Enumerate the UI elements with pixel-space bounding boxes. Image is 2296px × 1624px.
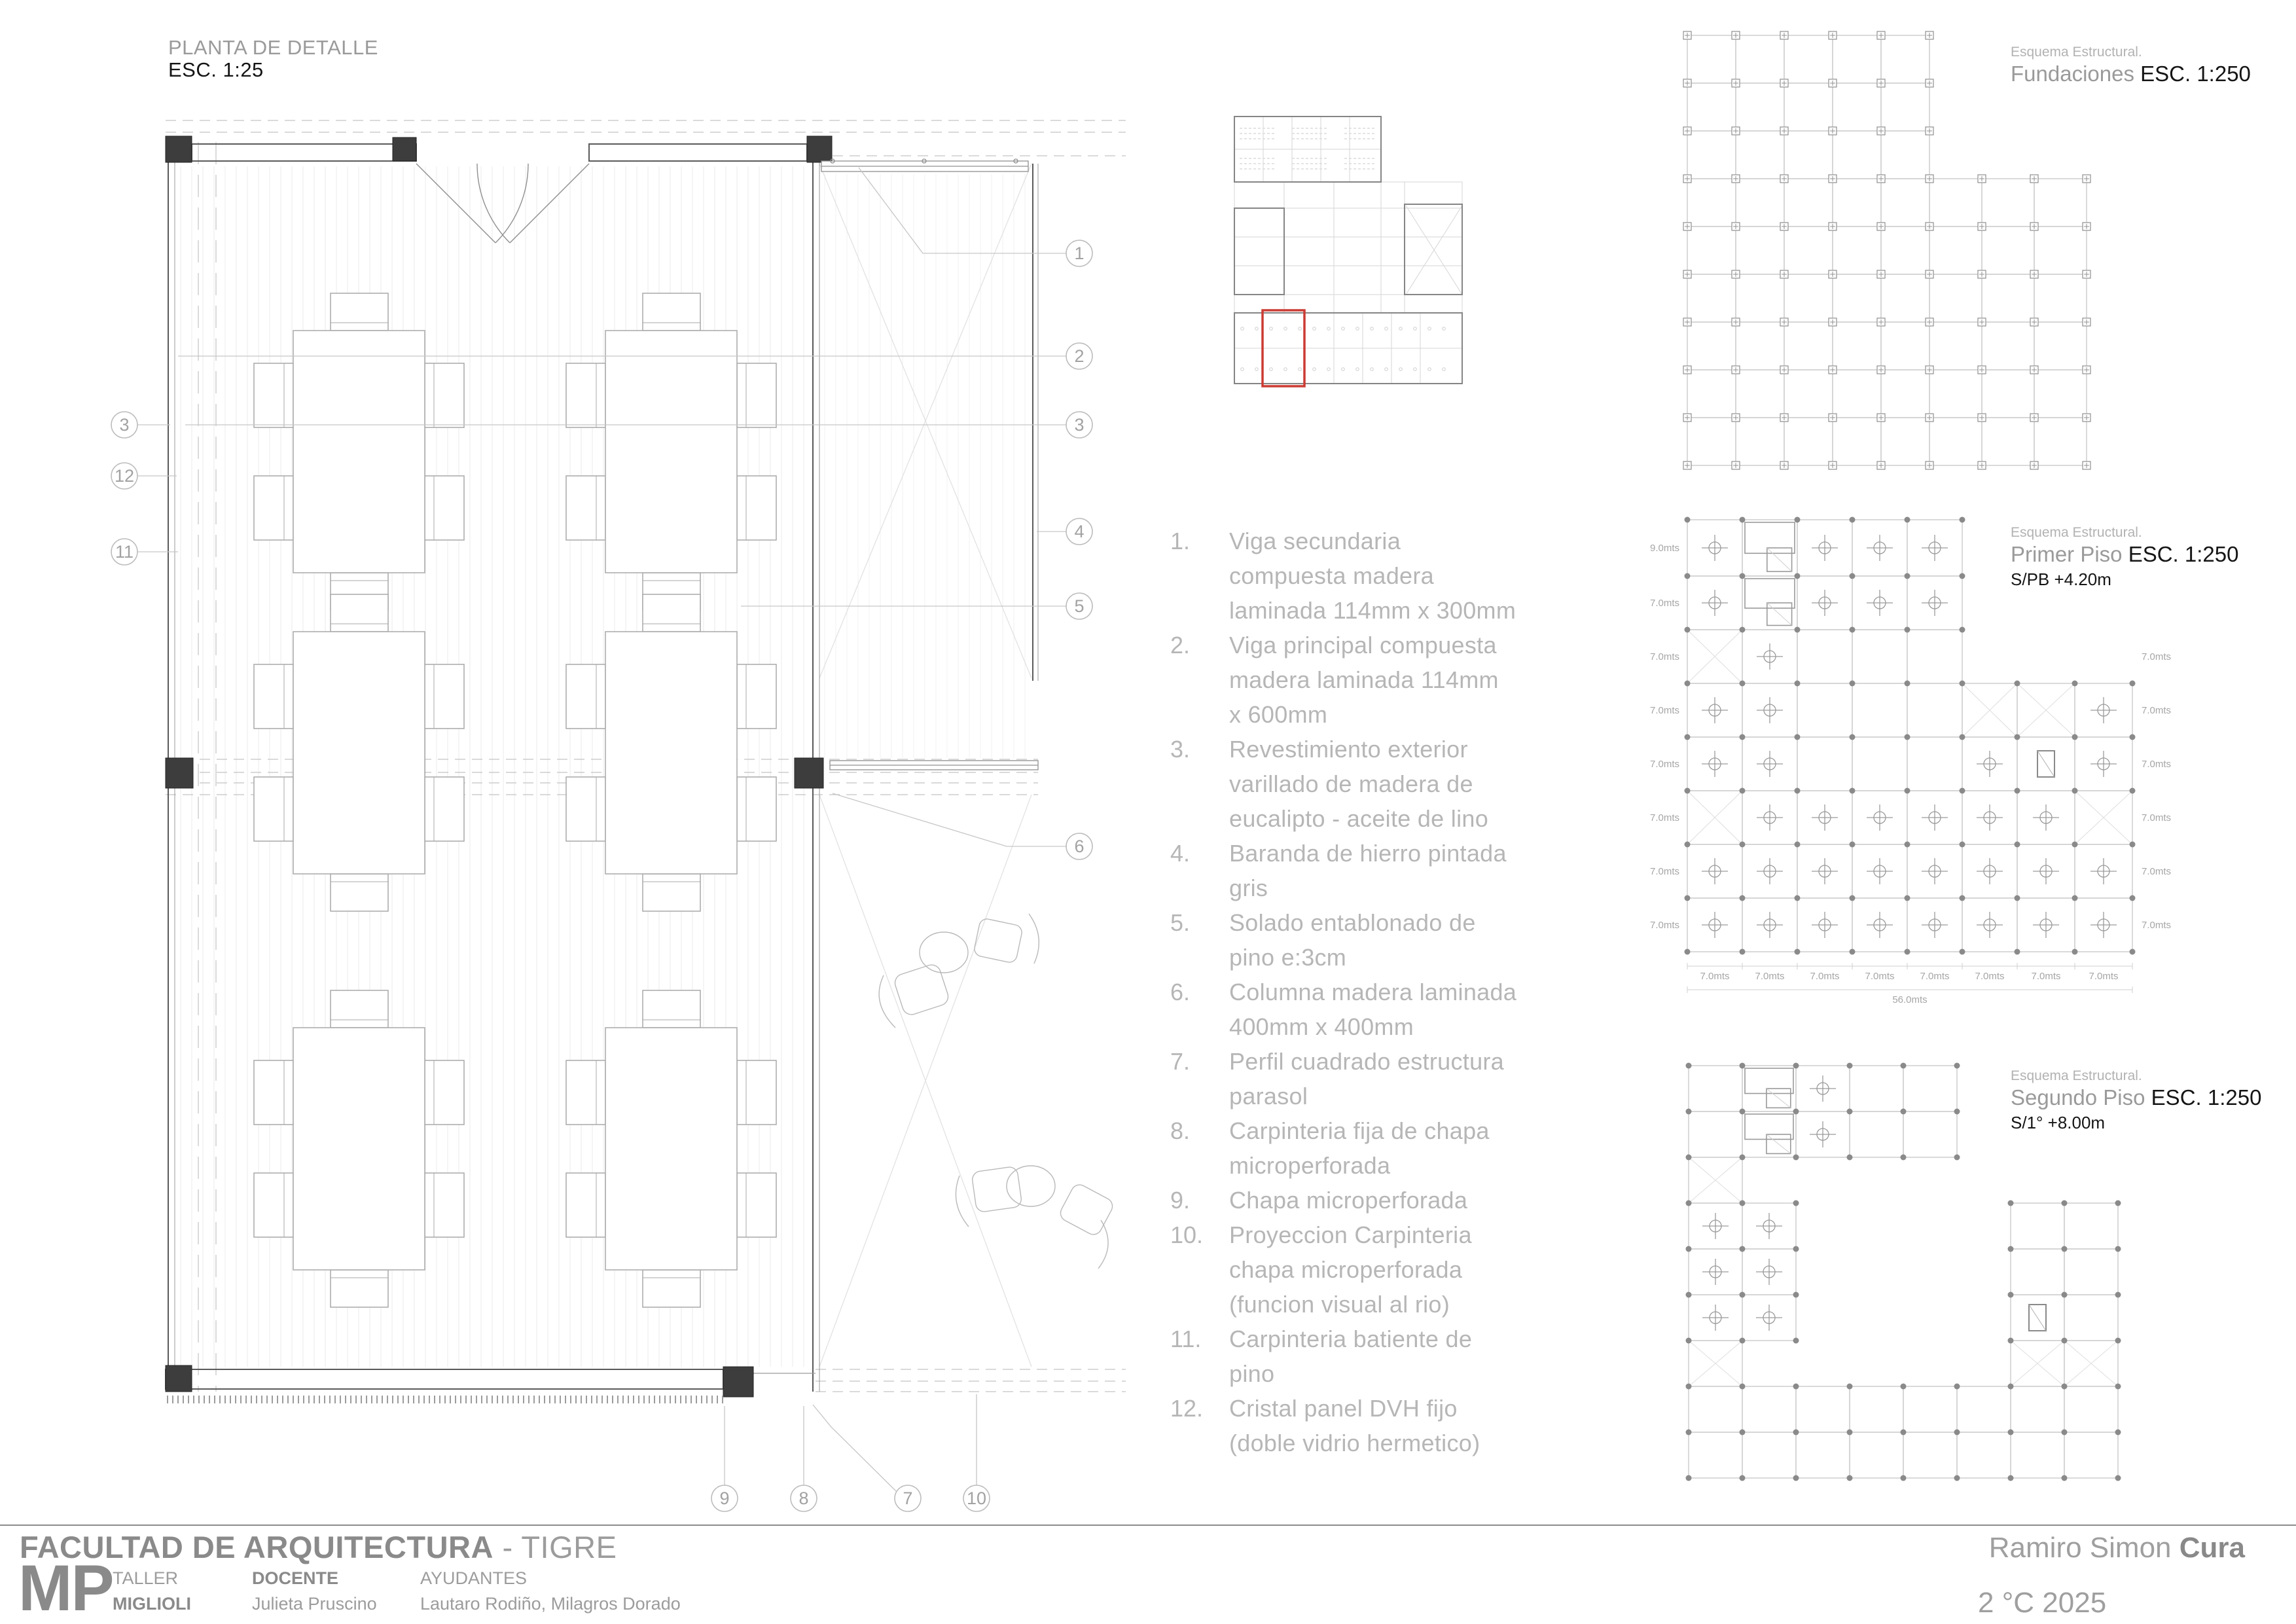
- ayudantes-label: AYUDANTES: [420, 1568, 528, 1588]
- legend-text: Viga secundaria compuesta madera laminada 114mm x 300mm: [1229, 528, 1516, 624]
- balloon-6: [833, 793, 1092, 859]
- svg-text:3: 3: [1074, 415, 1085, 435]
- legend-number: 2.: [1170, 632, 1191, 659]
- svg-text:1: 1: [1074, 244, 1085, 263]
- svg-text:7.0mts: 7.0mts: [1649, 651, 1679, 662]
- svg-text:7.0mts: 7.0mts: [1975, 971, 2005, 982]
- balloon-1: [859, 168, 1092, 266]
- svg-text:12: 12: [114, 466, 135, 486]
- table-group: [566, 293, 776, 610]
- svg-text:7.0mts: 7.0mts: [1649, 598, 1679, 609]
- door-leaves: [416, 164, 589, 243]
- svg-text:7.0mts: 7.0mts: [2142, 651, 2172, 662]
- docente-column: [252, 1570, 377, 1613]
- table-group: [254, 594, 464, 911]
- svg-text:7.0mts: 7.0mts: [1920, 971, 1950, 982]
- scheme-small-title: Esquema Estructural.: [2011, 525, 2142, 540]
- scheme-level: S/1° +8.00m: [2011, 1113, 2106, 1132]
- scheme-small-title: Esquema Estructural.: [2011, 45, 2142, 60]
- svg-text:7.0mts: 7.0mts: [1755, 971, 1785, 982]
- svg-text:6: 6: [1074, 837, 1085, 856]
- student-name: Ramiro Simon Cura: [1988, 1532, 2245, 1564]
- legend-item-8: [1170, 1113, 1615, 1183]
- legend-item-1: [1170, 524, 1615, 628]
- legend-number: 3.: [1170, 736, 1191, 763]
- legend-number: 5.: [1170, 909, 1191, 936]
- legend-item-6: [1170, 975, 1615, 1044]
- svg-text:7.0mts: 7.0mts: [2142, 759, 2172, 770]
- legend-number: 4.: [1170, 840, 1191, 867]
- legend: [1170, 524, 1615, 1460]
- svg-text:9: 9: [719, 1489, 730, 1508]
- legend-text: Perfil cuadrado estructura parasol: [1229, 1048, 1505, 1110]
- project-title: FACULTAD DE ARQUITECTURA - TIGRE: [20, 1530, 617, 1564]
- scheme-primer-drawing: [1649, 512, 2251, 1029]
- taller-column: [113, 1570, 191, 1613]
- balloon-7: [813, 1405, 921, 1511]
- ayudantes-names: Lautaro Rodiño, Milagros Dorado: [420, 1594, 681, 1614]
- scheme-small-title: Esquema Estructural.: [2011, 1068, 2142, 1083]
- svg-text:7.0mts: 7.0mts: [2089, 971, 2119, 982]
- svg-text:2: 2: [1074, 346, 1085, 366]
- taller-label: TALLER: [113, 1568, 179, 1588]
- legend-text: Columna madera laminada 400mm x 400mm: [1229, 979, 1517, 1040]
- legend-item-5: [1170, 905, 1615, 975]
- legend-text: Proyeccion Carpinteria chapa microperforada (funcion visual al rio): [1229, 1221, 1472, 1318]
- scheme-name: Primer Piso ESC. 1:250: [2011, 542, 2239, 566]
- docente-name: Julieta Pruscino: [252, 1594, 377, 1614]
- legend-number: 9.: [1170, 1187, 1191, 1214]
- taller-name: MIGLIOLI: [113, 1594, 191, 1614]
- table-group: [566, 990, 776, 1307]
- legend-item-11: [1170, 1322, 1615, 1391]
- svg-text:7.0mts: 7.0mts: [1700, 971, 1730, 982]
- svg-text:7.0mts: 7.0mts: [1649, 705, 1679, 716]
- svg-text:7.0mts: 7.0mts: [2142, 705, 2172, 716]
- balloon-5: [741, 593, 1092, 619]
- legend-item-2: [1170, 628, 1615, 732]
- balloon-12: [111, 463, 177, 489]
- svg-text:8: 8: [798, 1489, 809, 1508]
- svg-text:7.0mts: 7.0mts: [2142, 920, 2172, 931]
- key-plan-grid: [1234, 117, 1462, 384]
- legend-item-9: [1170, 1183, 1615, 1218]
- balloon-3: [111, 412, 170, 438]
- legend-text: Revestimiento exterior varillado de madera de eucalipto - aceite de lino: [1229, 736, 1489, 832]
- scheme-fundaciones-drawing: [1683, 31, 2102, 483]
- svg-text:7.0mts: 7.0mts: [1649, 866, 1679, 877]
- docente-label: DOCENTE: [252, 1568, 339, 1588]
- scheme-level: S/PB +4.20m: [2011, 569, 2111, 589]
- legend-item-7: [1170, 1044, 1615, 1113]
- detail-plan-drawing: [79, 98, 1139, 1525]
- legend-text: Cristal panel DVH fijo (doble vidrio hermetico): [1229, 1395, 1480, 1456]
- balloon-4: [1037, 518, 1092, 545]
- svg-text:7.0mts: 7.0mts: [1649, 812, 1679, 823]
- parasol-rails: [821, 159, 1038, 770]
- legend-text: Baranda de hierro pintada gris: [1229, 840, 1507, 901]
- table-group: [254, 293, 464, 610]
- ayudantes-column: [420, 1570, 681, 1613]
- plan-scale: ESC. 1:25: [168, 58, 264, 81]
- legend-text: Viga principal compuesta madera laminada 114mm x 600mm: [1229, 632, 1499, 728]
- balloon-10: [963, 1394, 990, 1511]
- legend-item-10: [1170, 1218, 1615, 1322]
- cycle-year: 2 °C 2025: [1978, 1587, 2107, 1619]
- legend-text: Carpinteria batiente de pino: [1229, 1326, 1473, 1387]
- key-plan-outline: [1234, 117, 1462, 384]
- legend-number: 8.: [1170, 1117, 1191, 1144]
- balloon-8: [791, 1406, 817, 1511]
- legend-item-4: [1170, 836, 1615, 905]
- svg-text:3: 3: [119, 415, 130, 435]
- legend-number: 7.: [1170, 1048, 1191, 1075]
- legend-text: Carpinteria fija de chapa microperforada: [1229, 1117, 1490, 1179]
- svg-text:7.0mts: 7.0mts: [1865, 971, 1895, 982]
- svg-text:7.0mts: 7.0mts: [2142, 812, 2172, 823]
- legend-item-12: [1170, 1391, 1615, 1460]
- legend-text: Chapa microperforada: [1229, 1187, 1468, 1214]
- scheme-name: Fundaciones ESC. 1:250: [2011, 62, 2251, 86]
- legend-number: 11.: [1170, 1326, 1202, 1352]
- key-plan-furniture: [1240, 128, 1445, 370]
- table-group: [254, 990, 464, 1307]
- svg-text:7.0mts: 7.0mts: [1649, 920, 1679, 931]
- svg-text:7.0mts: 7.0mts: [2142, 866, 2172, 877]
- mp-logo: MP: [18, 1551, 113, 1624]
- table-group: [566, 594, 776, 911]
- plan-title-block: [168, 37, 378, 81]
- svg-text:7.0mts: 7.0mts: [1810, 971, 1840, 982]
- legend-text: Solado entablonado de pino e:3cm: [1229, 909, 1476, 971]
- scheme-segundo-drawing: [1676, 1059, 2147, 1504]
- svg-text:5: 5: [1074, 596, 1085, 616]
- svg-text:56.0mts: 56.0mts: [1892, 994, 1928, 1005]
- legend-item-3: [1170, 732, 1615, 836]
- balloon-9: [711, 1406, 738, 1511]
- legend-number: 12.: [1170, 1395, 1204, 1422]
- plan-title: PLANTA DE DETALLE: [168, 36, 378, 59]
- svg-text:11: 11: [115, 542, 134, 562]
- scheme-name: Segundo Piso ESC. 1:250: [2011, 1085, 2262, 1110]
- tables-and-chairs: [254, 293, 776, 1307]
- legend-number: 10.: [1170, 1221, 1204, 1248]
- svg-text:7: 7: [903, 1489, 913, 1508]
- svg-text:9.0mts: 9.0mts: [1649, 543, 1679, 554]
- svg-text:10: 10: [966, 1489, 987, 1508]
- key-plan: [1229, 113, 1498, 420]
- svg-text:7.0mts: 7.0mts: [1649, 759, 1679, 770]
- legend-number: 1.: [1170, 528, 1191, 554]
- svg-text:7.0mts: 7.0mts: [2031, 971, 2061, 982]
- legend-number: 6.: [1170, 979, 1191, 1005]
- titleblock-divider: [0, 1525, 2296, 1526]
- svg-text:4: 4: [1074, 522, 1085, 541]
- lounge-seating: [879, 914, 1115, 1269]
